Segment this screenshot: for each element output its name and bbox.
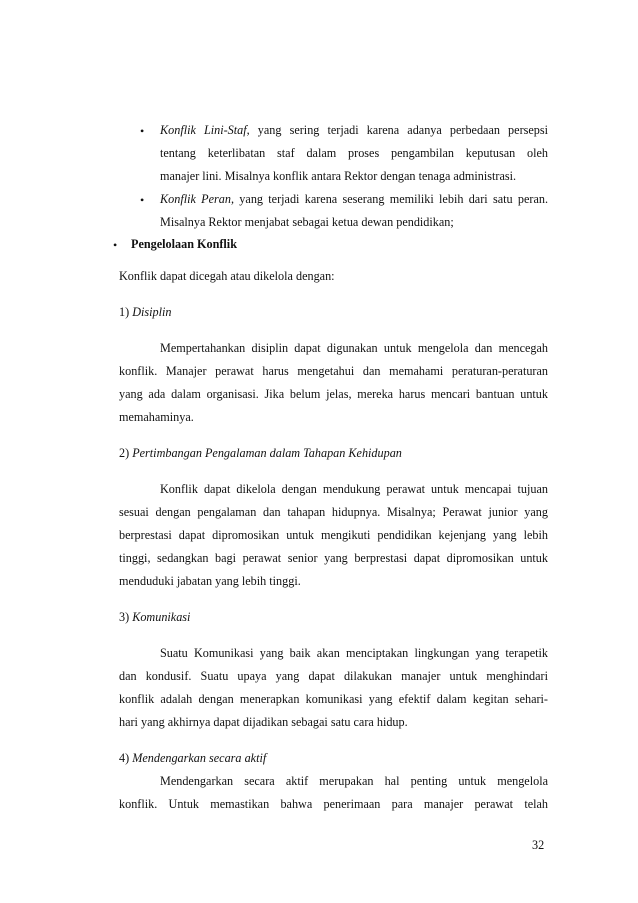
item-1-line-3: yang ada dalam organisasi. Jika belum jelas, mereka harus mencari bantuan untuk	[119, 387, 548, 401]
page-number: 32	[532, 838, 545, 852]
item-4-line-1: Mendengarkan secara aktif merupakan hal penting untuk mengelola	[160, 774, 548, 788]
bullet-1-term: Konflik Lini-Staf,	[160, 123, 250, 137]
item-3-line-4: hari yang akhirnya dapat dijadikan sebagai satu cara hidup.	[119, 715, 408, 729]
bullet-1-line-2: tentang keterlibatan staf dalam proses pengambilan keputusan oleh	[160, 146, 548, 160]
item-1-line-2: konflik. Manajer perawat harus mengetahui dan memahami peraturan-peraturan	[119, 364, 548, 378]
bullet-1-line-3: manajer lini. Misalnya konflik antara Rektor dengan tenaga administrasi.	[160, 169, 517, 183]
item-2-line-4: tinggi, sedangkan bagi perawat senior yang berprestasi dapat dipromosikan untuk	[119, 551, 548, 565]
bullet-2-term: Konflik Peran,	[160, 192, 235, 206]
bullet-2-line-1-text: yang terjadi karena seserang memiliki lebih dari satu peran.	[234, 192, 548, 206]
bullet-1-line-1	[160, 123, 548, 138]
bullet-2-line-1	[160, 192, 548, 207]
item-1-title: Disiplin	[132, 305, 172, 319]
item-1-number: 1)	[119, 305, 130, 319]
bullet-2-line-2: Misalnya Rektor menjabat sebagai ketua dewan pendidikan;	[160, 215, 454, 229]
item-3-heading	[119, 610, 190, 625]
item-2-heading	[119, 446, 402, 461]
item-3-line-3: konflik adalah dengan menerapkan komunikasi yang efektif dalam kegitan sehari-	[119, 692, 548, 706]
item-2-line-2: sesuai dengan pengalaman dan tahapan hidupnya. Misalnya; Perawat junior yang	[119, 505, 548, 519]
item-1-heading	[119, 305, 171, 320]
item-2-line-5: menduduki jabatan yang lebih tinggi.	[119, 574, 301, 588]
section-heading: Pengelolaan Konflik	[131, 237, 237, 251]
item-4-heading	[119, 751, 266, 766]
bullet-dot: •	[140, 193, 145, 207]
item-4-title: Mendengarkan secara aktif	[132, 751, 267, 765]
bullet-dot: •	[113, 238, 118, 252]
item-1-line-4: memahaminya.	[119, 410, 194, 424]
item-3-number: 3)	[119, 610, 130, 624]
item-4-line-2: konflik. Untuk memastikan bahwa penerimaan para manajer perawat telah	[119, 797, 548, 811]
bullet-dot: •	[140, 124, 145, 138]
item-3-line-1: Suatu Komunikasi yang baik akan menciptakan lingkungan yang terapetik	[160, 646, 548, 660]
item-3-title: Komunikasi	[132, 610, 191, 624]
item-2-number: 2)	[119, 446, 130, 460]
item-4-number: 4)	[119, 751, 130, 765]
bullet-1-line-1-text: yang sering terjadi karena adanya perbedaan persepsi	[249, 123, 548, 137]
item-2-line-1: Konflik dapat dikelola dengan mendukung perawat untuk mencapai tujuan	[160, 482, 548, 496]
item-2-line-3: berprestasi dapat dipromosikan untuk mengikuti pendidikan kejenjang yang lebih	[119, 528, 548, 542]
item-1-line-1: Mempertahankan disiplin dapat digunakan untuk mengelola dan mencegah	[160, 341, 548, 355]
item-2-title: Pertimbangan Pengalaman dalam Tahapan Kehidupan	[132, 446, 402, 460]
item-3-line-2: dan kondusif. Suatu upaya yang dapat dilakukan manajer untuk menghindari	[119, 669, 548, 683]
intro-text: Konflik dapat dicegah atau dikelola dengan:	[119, 269, 335, 283]
